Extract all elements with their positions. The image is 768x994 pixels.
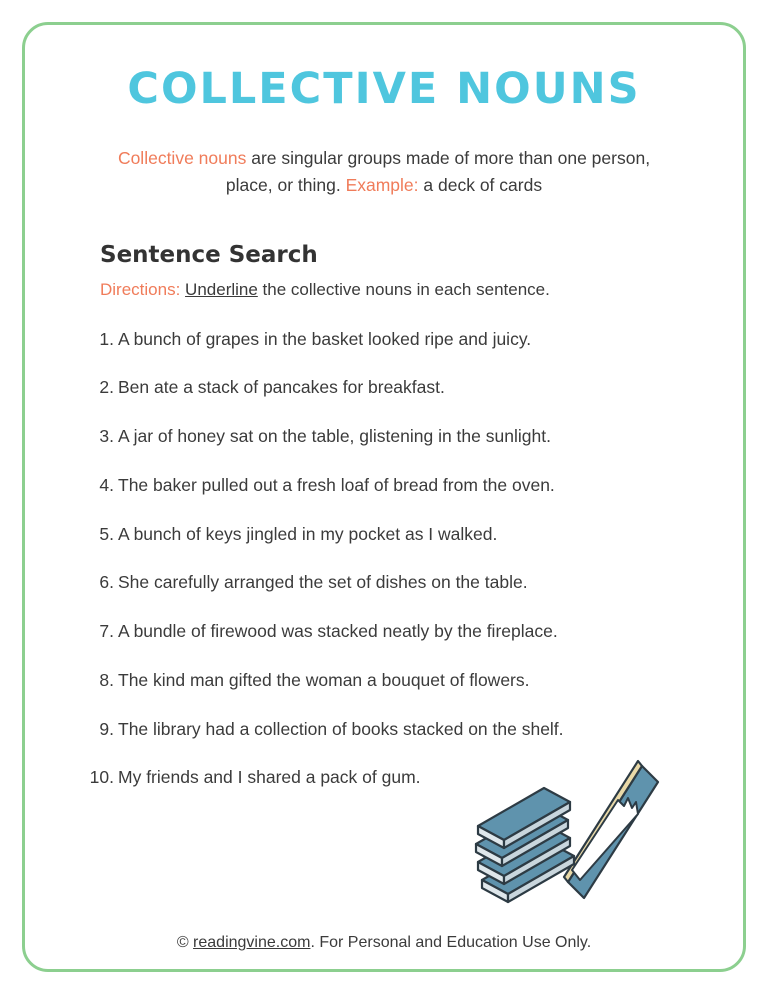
intro-paragraph <box>114 145 654 199</box>
page-title: COLLECTIVE NOUNS <box>127 64 641 114</box>
question-list <box>56 328 712 790</box>
list-item <box>56 620 712 643</box>
item-number: 9. <box>99 718 114 739</box>
list-item <box>56 669 712 692</box>
item-number: 2. <box>99 377 114 398</box>
list-item <box>56 328 712 351</box>
footer-rest: . For Personal and Education Use Only. <box>310 934 592 951</box>
item-text: A bunch of keys jingled in my pocket as I walked. <box>118 523 498 544</box>
directions-line <box>100 280 712 300</box>
intro-example-label: Example: <box>345 175 419 196</box>
item-number: 7. <box>99 621 114 642</box>
item-text: She carefully arranged the set of dishes on the table. <box>118 572 528 593</box>
footer-credit <box>0 934 768 952</box>
intro-example-text: a deck of cards <box>418 175 543 196</box>
directions-label: Directions: <box>100 279 181 299</box>
item-text: A bunch of grapes in the basket looked ripe and juicy. <box>118 328 532 349</box>
directions-rest: the collective nouns in each sentence. <box>257 279 550 299</box>
item-text: The kind man gifted the woman a bouquet of flowers. <box>118 669 530 690</box>
item-number: 8. <box>99 669 114 690</box>
item-number: 1. <box>99 328 114 349</box>
footer-copyright: © <box>176 934 194 951</box>
item-text: My friends and I shared a pack of gum. <box>118 767 421 788</box>
list-item <box>56 474 712 497</box>
item-text: A jar of honey sat on the table, glistening in the sunlight. <box>118 426 551 447</box>
pack-of-gum-illustration <box>462 752 662 912</box>
item-number: 6. <box>99 572 114 593</box>
list-item <box>56 425 712 448</box>
list-item <box>56 718 712 741</box>
list-item <box>56 571 712 594</box>
section-heading: Sentence Search <box>100 241 318 268</box>
list-item <box>56 523 712 546</box>
item-number: 4. <box>99 474 114 495</box>
intro-body: are singular groups made of more than one person, place, or thing. <box>225 148 651 196</box>
directions-underlined-word: Underline <box>185 279 258 299</box>
item-text: The baker pulled out a fresh loaf of bread from the oven. <box>118 474 555 495</box>
intro-lead: Collective nouns <box>117 148 247 169</box>
list-item <box>56 376 712 399</box>
item-text: A bundle of firewood was stacked neatly by the fireplace. <box>118 621 558 642</box>
item-number: 10. <box>89 767 114 788</box>
item-text: Ben ate a stack of pancakes for breakfast. <box>118 377 445 398</box>
footer-site-link[interactable]: readingvine.com <box>193 934 311 951</box>
item-number: 3. <box>99 426 114 447</box>
item-number: 5. <box>99 523 114 544</box>
item-text: The library had a collection of books stacked on the shelf. <box>118 718 564 739</box>
